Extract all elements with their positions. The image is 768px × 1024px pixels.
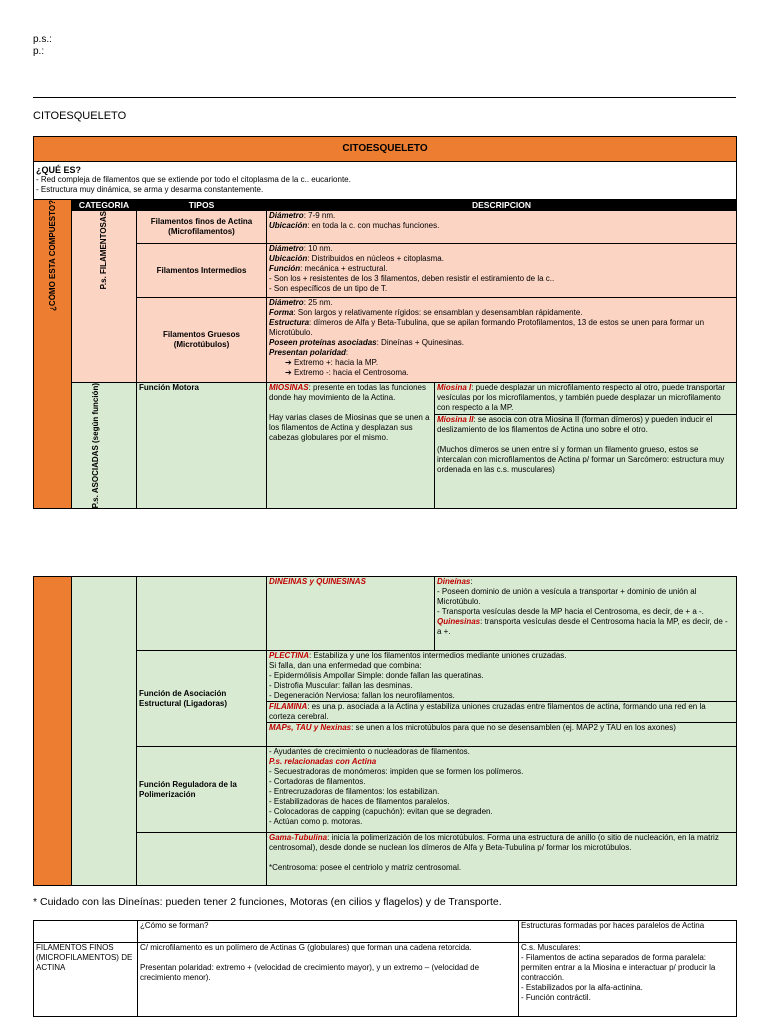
desc-gama-tubulina: Gama-Tubulina: inicia la polimerización de los microtúbulos. Forma una estructura de anillo (o sitio de nucleación, en la matriz centrosomal), desde donde se nuclean los dímeros de Alfa y Beta-Tubulina p/ formar los microtúbulos. *Centrosoma: posee el centriolo y matriz centrosomal. [267, 833, 737, 886]
desc-asociacion: PLECTINA: Estabiliza y une los filamentos intermedios mediante uniones cruzadas. Si falla, dan una enfermedad que combina: - Epidermólisis Ampollar Simple: donde fallan las queratinas. - Distrofia Muscular: fallan las desminas. - Degeneración Nerviosa: fallan los neurofilamentos. FILAMINA: es una p. asociada a la Actina y estabiliza uniones cruzadas entre filamentos de actina, formando una red en la corteza cerebral. MAPs, TAU y Nexinas: se unen a los microtúbulos para que no se desensamblen (ej. MAP2 y TAU en los axones) [267, 651, 737, 747]
desc-microfilamentos: Diámetro: 7-9 nm. Ubicación: en toda la c. con muchas funciones. [267, 211, 737, 244]
cat-asociadas: P.s. ASOCIADAS (según función) [91, 383, 100, 509]
col-header-descripcion: DESCRIPCION [267, 200, 737, 211]
cat-blank [72, 577, 137, 886]
tipo-blank-2 [137, 833, 267, 886]
microfilamentos-table [33, 920, 737, 1017]
tipo-reguladora: Función Reguladora de la Polimerización [137, 747, 267, 833]
page-title: CITOESQUELETO [33, 110, 127, 122]
tipo-intermedios: Filamentos Intermedios [137, 244, 267, 298]
header-fields [33, 34, 52, 58]
cat-filamentosas: P.s. FILAMENTOSAS [99, 211, 108, 290]
continuation-table [33, 576, 737, 886]
desc-microtubulos: Diámetro: 25 nm. Forma: Son largos y relativamente rígidos: se ensamblan y desensamblan rápidamente. Estructura: dímeros de Alfa y Beta-Tubulina, que se apilan formando Protofilamentos, 13 de estos se unen para formar un Microtúbulo. Poseen proteínas asociadas: Dineínas + Quinesinas. Presentan polaridad: ➔ Extremo +: hacia la MP. ➔ Extremo -: hacia el Centrosoma. [267, 298, 737, 383]
arrow-right-icon: ➔ [285, 358, 294, 367]
cat-asociadas-cell [72, 383, 137, 509]
dineinas-note: * Cuidado con las Dineínas: pueden tener 2 funciones, Motoras (en cilios y flagelos) y de Transporte. [33, 896, 502, 908]
como-se-forman-cell: C/ microfilamento es un polímero de Actinas G (globulares) que forman una cadena retorcida. Presentan polaridad: extremo + (velocidad de crecimiento mayor), y un extremo – (velocidad de crecimiento menor). [138, 943, 519, 1017]
que-es-line: - Estructura muy dinámica, se arma y desarma constantemente. [36, 185, 264, 194]
arrow-right-icon: ➔ [285, 368, 294, 377]
que-es-heading: ¿QUÉ ES? [36, 165, 82, 175]
row-label-microfilamentos: FILAMENTOS FINOS (MICROFILAMENTOS) DE ACTINA [34, 943, 138, 1017]
tipo-microfilamentos: Filamentos finos de Actina (Microfilamentos) [137, 211, 267, 244]
side-label: ¿CÓMO ESTA COMPUESTO? [47, 200, 57, 311]
side-label-cell [34, 200, 72, 509]
desc-miosinas: MIOSINAS: presente en todas las funciones donde hay movimiento de la Actina. Hay varias clases de Miosinas que se unen a los filamentos de Actina y desplazan sus cabezas globulares por el mismo. [267, 383, 435, 509]
dineinas-label: DINEINAS y QUINESINAS [267, 577, 435, 651]
header-estructuras: Estructuras formadas por haces paralelos de Actina [519, 921, 737, 943]
desc-dineinas: Dineínas: - Poseen dominio de unión a vesícula a transportar + dominio de unión al Microtúbulo. - Transporta vesículas desde la MP hacia el Centrosoma, es decir, de + a -. Quinesinas: transporta vesículas desde el Centrosoma hacia la MP, es decir, de - a +. [435, 577, 737, 651]
side-orange [34, 577, 72, 886]
tipo-microtubulos: Filamentos Gruesos (Microtúbulos) [137, 298, 267, 383]
que-es-line: - Red compleja de filamentos que se extiende por todo el citoplasma de la c.. eucarionte. [36, 175, 351, 184]
divider [33, 97, 736, 98]
table-banner: CITOESQUELETO [34, 137, 737, 162]
que-es-cell [34, 162, 737, 200]
col-header-categoria: CATEGORIA [72, 200, 137, 211]
tipo-asociacion: Función de Asociación Estructural (Ligadoras) [137, 651, 267, 747]
tipo-blank [137, 577, 267, 651]
header-como-se-forman: ¿Cómo se forman? [138, 921, 519, 943]
estructuras-cell: C.s. Musculares: - Filamentos de actina separados de forma paralela: permiten entrar a la Miosina e interactuar p/ producir la contracción. - Estabilizados por la alfa-actinina. - Función contráctil. [519, 943, 737, 1017]
desc-miosina-types: Miosina I: puede desplazar un microfilamento respecto al otro, puede transportar vesículas por los microfilamentos, y también puede desplazar un microfilamento con respecto a la MP. Miosina II: se asocia con otra Miosina II (forman dímeros) y pueden inducir el deslizamiento de los filamentos de Actina uno sobre el otro. (Muchos dímeros se unen entre sí y forman un filamento grueso, estos se intercalan con microfilamentos de Actina p/ formar un Sarcómero: estructura muy ordenada en las c.s. musculares) [435, 383, 737, 509]
desc-reguladora: - Ayudantes de crecimiento o nucleadoras de filamentos. P.s. relacionadas con Actina - Secuestradoras de monómeros: impiden que se formen los polímeros. - Cortadoras de filamentos. - Entrecruzadoras de filamentos: los estabilizan. - Estabilizadoras de haces de filamentos paralelos. - Colocadoras de capping (capuchón): evitan que se degraden. - Actúan como p. motoras. [267, 747, 737, 833]
ps-label: p.s.: [33, 34, 52, 45]
citoesqueleto-table [33, 136, 737, 509]
desc-intermedios: Diámetro: 10 nm. Ubicación: Distribuidos en núcleos + citoplasma. Función: mecánica + estructural. - Son los + resistentes de los 3 filamentos, deben resistir el estiramiento de la c.. - Son específicos de un tipo de T. [267, 244, 737, 298]
col-header-tipos: TIPOS [137, 200, 267, 211]
p-label: p.: [33, 46, 45, 57]
cat-filamentosas-cell [72, 211, 137, 383]
tipo-motora: Función Motora [137, 383, 267, 509]
corner-blank [34, 921, 138, 943]
